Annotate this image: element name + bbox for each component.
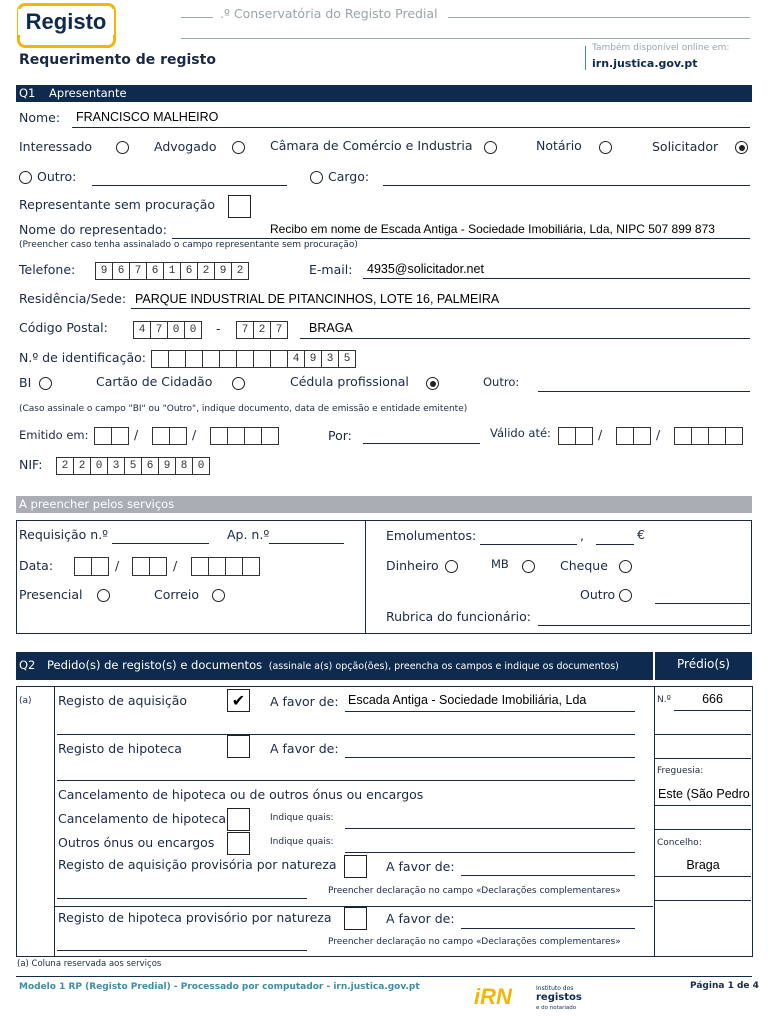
residencia-label: Residência/Sede: xyxy=(19,291,127,306)
emitido-sep-1: / xyxy=(134,427,139,442)
servicos-data-year[interactable] xyxy=(191,557,260,576)
predio-row-line-5 xyxy=(655,876,751,877)
telefone-digit: 2 xyxy=(236,265,244,277)
concelho-value[interactable]: Braga xyxy=(686,858,720,872)
cheque-label: Cheque xyxy=(560,558,608,573)
servicos-data-sep-1: / xyxy=(115,558,120,573)
conservatoria-number-line[interactable] xyxy=(181,17,213,18)
ap-label: Ap. n.º xyxy=(227,527,270,542)
cp-digits-b[interactable] xyxy=(236,321,288,339)
nid-digit xyxy=(220,351,237,367)
rubrica-label: Rubrica do funcionário: xyxy=(386,609,531,624)
nid-digit xyxy=(152,351,169,367)
doc-outro-line[interactable] xyxy=(538,391,750,392)
q1-title: Apresentante xyxy=(49,86,127,100)
cp-digit: 7 xyxy=(151,322,168,338)
role-interessado-radio[interactable] xyxy=(116,141,129,154)
nome-line xyxy=(72,127,750,128)
hipoteca-prov-favor-line[interactable] xyxy=(461,928,635,929)
predio-row-line-2 xyxy=(655,758,751,759)
role-advogado-label: Advogado xyxy=(154,139,217,154)
emitido-label: Emitido em: xyxy=(19,428,89,442)
predio-header-bar xyxy=(655,652,752,680)
role-outro-label: Outro: xyxy=(37,169,77,184)
predio-row-line-6 xyxy=(655,900,751,901)
cp-digit: 0 xyxy=(168,322,185,338)
role-outro-radio[interactable] xyxy=(19,171,32,184)
rep-sem-procuracao-label: Representante sem procuração xyxy=(19,197,216,212)
irn-logo-sub3: e do notariado xyxy=(536,1005,577,1011)
q2-header-bar xyxy=(16,652,653,680)
online-divider xyxy=(585,46,586,70)
telefone-digit: 2 xyxy=(198,263,215,279)
aquisicao-prov-favor-line[interactable] xyxy=(461,875,635,876)
nid-digit xyxy=(186,351,203,367)
nid-digit: 4 xyxy=(288,351,305,367)
doc-bi-label: BI xyxy=(19,375,32,390)
q2-note: (assinale a(s) opção(ões), preencha os campos e indique os documentos) xyxy=(268,661,619,672)
emitido-year[interactable] xyxy=(210,427,279,445)
col-note: (a) Coluna reservada aos serviços xyxy=(17,959,162,969)
emitido-month[interactable] xyxy=(152,427,187,445)
servicos-data-day[interactable] xyxy=(74,557,109,576)
cp-digit: 2 xyxy=(254,322,271,338)
presencial-label: Presencial xyxy=(19,587,83,602)
conservatoria-name-line[interactable] xyxy=(448,17,750,18)
telefone-digit: 1 xyxy=(164,263,181,279)
nif-digit: 0 xyxy=(197,460,205,472)
aquisicao-favor-line xyxy=(345,711,635,712)
ap-line[interactable] xyxy=(269,543,344,544)
cp-digits-a[interactable] xyxy=(133,321,202,339)
localidade-value[interactable]: BRAGA xyxy=(309,321,353,335)
outros-onus-checkbox[interactable] xyxy=(227,832,250,855)
valido-month[interactable] xyxy=(616,427,651,445)
telefone-digit: 6 xyxy=(147,263,164,279)
aquisicao-favor-label: A favor de: xyxy=(270,694,339,709)
irn-logo xyxy=(474,984,584,1014)
role-camara-radio[interactable] xyxy=(484,141,497,154)
cp-digit: 0 xyxy=(189,324,197,336)
nome-representado-label: Nome do representado: xyxy=(19,222,167,237)
nid-digit xyxy=(237,351,254,367)
role-notario-label: Notário xyxy=(536,138,582,153)
online-label: Também disponível online em: xyxy=(592,43,730,53)
valido-label: Válido até: xyxy=(490,426,551,440)
role-camara-label: Câmara de Comércio e Industria xyxy=(270,138,473,153)
role-solicitador-radio[interactable] xyxy=(735,141,748,154)
cp-digit: 7 xyxy=(237,322,254,338)
doc-cc-radio[interactable] xyxy=(232,377,245,390)
localidade-line xyxy=(300,338,750,339)
nif-label: NIF: xyxy=(19,457,43,472)
emitido-sep-2: / xyxy=(192,427,197,442)
role-outro-line[interactable] xyxy=(92,185,287,186)
telefone-digit: 6 xyxy=(113,263,130,279)
freguesia-value[interactable]: Este (São Pedro xyxy=(658,787,750,801)
email-line xyxy=(363,278,750,279)
nif-digit: 8 xyxy=(176,458,193,474)
nid-digit: 9 xyxy=(305,351,322,367)
email-label: E-mail: xyxy=(309,262,353,277)
telefone-label: Telefone: xyxy=(19,262,76,277)
hipoteca-extra-line[interactable] xyxy=(57,780,635,781)
por-label: Por: xyxy=(328,428,352,443)
residencia-line xyxy=(131,308,750,309)
emolumentos-sep: , xyxy=(580,528,584,543)
freguesia-label: Freguesia: xyxy=(657,766,704,776)
nif-digits[interactable] xyxy=(56,457,210,475)
emolumentos-line[interactable] xyxy=(480,544,577,545)
nid-digit xyxy=(254,351,271,367)
nid-digit: 5 xyxy=(343,353,351,365)
telefone-digit: 9 xyxy=(96,263,113,279)
servicos-divider xyxy=(365,520,366,633)
predio-n-line xyxy=(674,710,751,711)
doc-cedula-radio[interactable] xyxy=(426,377,439,390)
emolumentos-cents-line[interactable] xyxy=(596,544,634,545)
irn-logo-mark: iRN xyxy=(474,984,512,1009)
nome-representado-note: (Preencher caso tenha assinalado o campo representante sem procuração) xyxy=(19,240,358,250)
hipoteca-favor-line[interactable] xyxy=(345,757,635,758)
codigo-postal-label: Código Postal: xyxy=(19,320,108,335)
telefone-digits[interactable] xyxy=(95,262,249,280)
por-line[interactable] xyxy=(363,443,480,444)
conservatoria-label: .º Conservatória do Registo Predial xyxy=(220,6,438,21)
dinheiro-radio[interactable] xyxy=(445,560,458,573)
predio-n-value[interactable]: 666 xyxy=(702,692,723,706)
doc-note: (Caso assinale o campo "BI" ou "Outro", indique documento, data de emissão e entidade emitente) xyxy=(19,404,468,414)
aquisicao-prov-favor-label: A favor de: xyxy=(386,859,455,874)
role-advogado-radio[interactable] xyxy=(232,141,245,154)
correio-label: Correio xyxy=(154,587,199,602)
residencia-value[interactable]: PARQUE INDUSTRIAL DE PITANCINHOS, LOTE 16, PALMEIRA xyxy=(135,292,500,306)
cargo-radio[interactable] xyxy=(310,171,323,184)
hipoteca-prov-extra-line[interactable] xyxy=(57,950,307,951)
irn-logo-sub1: Instituto dos xyxy=(536,985,574,992)
doc-bi-radio[interactable] xyxy=(39,377,52,390)
role-solicitador-label: Solicitador xyxy=(652,139,719,154)
dinheiro-label: Dinheiro xyxy=(386,558,439,573)
concelho-label: Concelho: xyxy=(657,838,702,848)
telefone-digit: 7 xyxy=(130,263,147,279)
hipoteca-favor-label: A favor de: xyxy=(270,741,339,756)
predio-n-label: N.º xyxy=(657,695,671,705)
doc-outro-label: Outro: xyxy=(483,375,520,389)
cargo-label: Cargo: xyxy=(328,169,370,184)
nome-label: Nome: xyxy=(19,110,61,125)
cheque-radio[interactable] xyxy=(619,560,632,573)
q1-header-bar xyxy=(16,85,752,102)
cancel-hipoteca-label: Cancelamento de hipoteca xyxy=(58,811,227,826)
aquisicao-extra-line[interactable] xyxy=(57,734,635,735)
aquisicao-prov-note: Preencher declaração no campo «Declarações complementares» xyxy=(328,886,621,896)
hipoteca-prov-note: Preencher declaração no campo «Declarações complementares» xyxy=(328,937,621,947)
predio-row-line-1 xyxy=(655,734,751,735)
requisicao-line[interactable] xyxy=(112,543,209,544)
valido-sep-2: / xyxy=(656,427,661,442)
hipoteca-label: Registo de hipoteca xyxy=(58,741,182,756)
online-url[interactable]: irn.justica.gov.pt xyxy=(592,57,698,70)
registo-logo-text: Registo xyxy=(18,9,114,35)
nif-digit: 3 xyxy=(108,458,125,474)
aquisicao-checkbox[interactable]: ✔ xyxy=(227,689,250,712)
nid-digit: 3 xyxy=(322,351,339,367)
mb-label: MB xyxy=(491,557,509,571)
form-title: Requerimento de registo xyxy=(19,52,216,68)
page-number: Página 1 de 4 xyxy=(690,981,759,991)
cp-digit: 4 xyxy=(134,322,151,338)
correio-radio[interactable] xyxy=(212,589,225,602)
nid-digit xyxy=(169,351,186,367)
nid-digit xyxy=(271,351,288,367)
nid-digits[interactable] xyxy=(151,350,356,368)
nif-digit: 0 xyxy=(91,458,108,474)
nid-label: N.º de identificação: xyxy=(19,350,146,365)
role-interessado-label: Interessado xyxy=(19,139,93,154)
cancel-hipoteca-line[interactable] xyxy=(345,828,635,829)
predio-row-line-3 xyxy=(655,805,751,806)
cp-separator: - xyxy=(216,321,221,336)
cancel-hipoteca-checkbox[interactable] xyxy=(227,808,250,831)
predio-header: Prédio(s) xyxy=(677,657,730,671)
aquisicao-favor-value[interactable]: Escada Antiga - Sociedade Imobiliária, Lda xyxy=(348,693,587,707)
valido-year[interactable] xyxy=(674,427,743,445)
currency-symbol: € xyxy=(637,527,645,542)
model-text: Modelo 1 RP (Registo Predial) - Processado por computador - irn.justica.gov.pt xyxy=(19,982,420,992)
outros-onus-line[interactable] xyxy=(345,852,635,853)
footer-rule xyxy=(16,976,752,977)
valido-sep-1: / xyxy=(598,427,603,442)
nif-digit: 6 xyxy=(142,458,159,474)
outros-onus-label: Outros ónus ou encargos xyxy=(58,835,215,850)
aquisicao-prov-label: Registo de aquisição provisória por natureza xyxy=(58,857,337,872)
hipoteca-prov-checkbox[interactable] xyxy=(344,907,367,930)
servicos-outro-line[interactable] xyxy=(655,603,750,604)
nif-digit: 2 xyxy=(74,458,91,474)
presencial-radio[interactable] xyxy=(97,589,110,602)
nome-value[interactable]: FRANCISCO MALHEIRO xyxy=(76,110,219,124)
emolumentos-label: Emolumentos: xyxy=(386,528,477,543)
hipoteca-checkbox[interactable] xyxy=(227,735,250,758)
mb-radio[interactable] xyxy=(522,560,535,573)
nid-digit xyxy=(203,351,220,367)
irn-logo-sub2: registos xyxy=(536,992,582,1003)
col-a-label: (a) xyxy=(19,696,32,706)
role-notario-radio[interactable] xyxy=(599,141,612,154)
servicos-data-sep-2: / xyxy=(173,558,178,573)
servicos-data-month[interactable] xyxy=(132,557,167,576)
hipoteca-prov-favor-label: A favor de: xyxy=(386,911,455,926)
nif-digit: 5 xyxy=(125,458,142,474)
email-value[interactable]: 4935@solicitador.net xyxy=(367,262,484,276)
doc-cc-label: Cartão de Cidadão xyxy=(96,374,213,389)
q2-number: Q2 xyxy=(19,658,36,672)
valido-day[interactable] xyxy=(558,427,593,445)
outros-onus-indique: Indique quais: xyxy=(270,837,334,847)
aquisicao-prov-checkbox[interactable] xyxy=(344,855,367,878)
telefone-digit: 9 xyxy=(215,263,232,279)
nome-representado-line xyxy=(172,238,750,239)
cancelamento-title: Cancelamento de hipoteca ou de outros ónus ou encargos xyxy=(58,787,424,802)
servicos-data-label: Data: xyxy=(19,558,54,573)
nif-digit: 9 xyxy=(159,458,176,474)
emitido-day[interactable] xyxy=(94,427,129,445)
aquisicao-label: Registo de aquisição xyxy=(58,693,188,708)
nif-digit: 2 xyxy=(57,458,74,474)
servicos-header-bar xyxy=(16,496,752,513)
requisicao-label: Requisição n.º xyxy=(19,527,109,542)
rep-sem-procuracao-checkbox[interactable] xyxy=(228,195,251,218)
cp-digit: 7 xyxy=(275,324,283,336)
nome-representado-value[interactable]: Recibo em nome de Escada Antiga - Sociedade Imobiliária, Lda, NIPC 507 899 873 xyxy=(270,222,715,236)
cancel-hipoteca-indique: Indique quais: xyxy=(270,813,334,823)
rubrica-line[interactable] xyxy=(538,625,750,626)
predio-row-line-4 xyxy=(655,829,751,830)
doc-cedula-label: Cédula profissional xyxy=(290,374,409,389)
q2-title: Pedido(s) de registo(s) e documentos xyxy=(47,658,263,672)
hipoteca-prov-label: Registo de hipoteca provisório por natureza xyxy=(58,910,332,925)
telefone-digit: 6 xyxy=(181,263,198,279)
aquisicao-prov-extra-line[interactable] xyxy=(57,898,307,899)
q2-col-divider xyxy=(54,686,55,956)
conservatoria-extra-line[interactable] xyxy=(181,38,750,39)
predio-box xyxy=(654,686,753,957)
servicos-title: A preencher pelos serviços xyxy=(19,497,175,511)
servicos-outro-radio[interactable] xyxy=(619,589,632,602)
q1-number: Q1 xyxy=(19,86,36,100)
cargo-line[interactable] xyxy=(383,185,750,186)
servicos-outro-label: Outro xyxy=(580,587,616,602)
